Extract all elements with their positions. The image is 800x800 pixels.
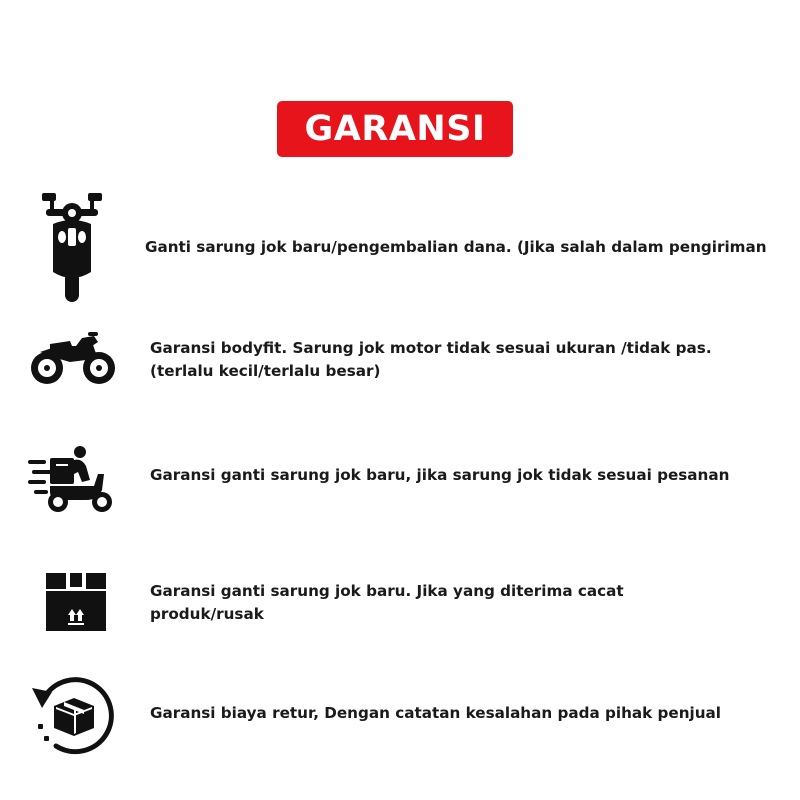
item-1-line-1: Ganti sarung jok baru/pengembalian dana. (Jika salah dalam pengiriman	[145, 238, 767, 256]
item-text-3	[150, 464, 729, 487]
item-text-4	[150, 580, 624, 626]
item-text-1	[145, 236, 767, 259]
delivery-scooter-icon	[28, 446, 116, 514]
package-box-icon	[44, 571, 108, 633]
item-2-line-2: (terlalu kecil/terlalu besar)	[150, 362, 381, 380]
item-2-line-1: Garansi bodyfit. Sarung jok motor tidak sesuai ukuran /tidak pas.	[150, 339, 712, 357]
title-badge	[277, 101, 513, 157]
item-text-5	[150, 702, 721, 725]
motorcycle-front-icon	[40, 190, 104, 304]
motorcycle-side-icon	[30, 332, 116, 386]
item-4-line-1: Garansi ganti sarung jok baru. Jika yang diterima cacat	[150, 582, 624, 600]
item-text-2	[150, 337, 712, 383]
item-3-line-1: Garansi ganti sarung jok baru, jika sarung jok tidak sesuai pesanan	[150, 466, 730, 484]
item-5-line-1: Garansi biaya retur, Dengan catatan kesalahan pada pihak penjual	[150, 704, 721, 722]
page-title: GARANSI	[304, 108, 486, 149]
item-4-line-2: produk/rusak	[150, 605, 264, 623]
return-package-icon	[30, 670, 118, 758]
